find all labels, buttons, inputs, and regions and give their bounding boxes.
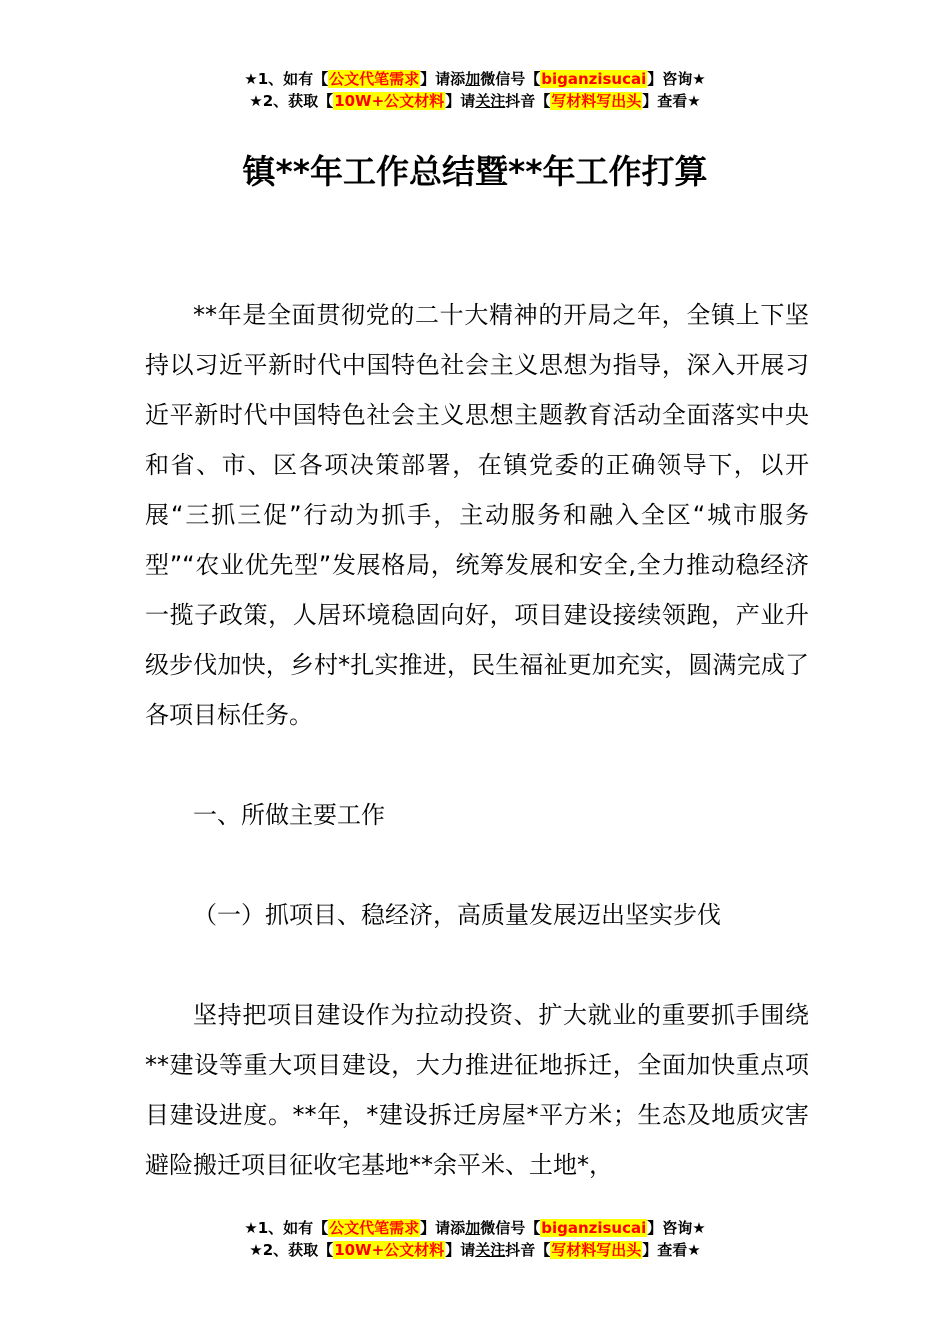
body-paragraph: 坚持把项目建设作为拉动投资、扩大就业的重要抓手围绕**建设等重大项目建设，大力推进征地拆迁，全面加快重点项目建设进度。**年，*建设拆迁房屋*平方米；生态及地质灾害避险搬迁项目征收宅基地**余平米、土地*，	[145, 1001, 809, 1179]
promo-highlight-douyin: 写材料写出头	[551, 1241, 642, 1259]
promo-text: ★2、获取【	[249, 1241, 334, 1259]
promo-text: 】查看★	[642, 1241, 701, 1259]
promo-underline-text: 关注	[475, 1241, 506, 1259]
promo-text: 】请	[445, 92, 476, 110]
promo-text: 微信号【	[480, 1219, 541, 1237]
promo-text: 】查看★	[642, 92, 701, 110]
promo-text: 】请	[445, 1241, 476, 1259]
promo-underline-text: 关注	[475, 92, 506, 110]
promo-text: 】咨询★	[647, 70, 706, 88]
promo-highlight: 10W+公文材料	[334, 1241, 445, 1259]
promo-text: 】请添	[420, 70, 466, 88]
document-title: 镇**年工作总结暨**年工作打算	[242, 152, 708, 191]
promo-text: ★2、获取【	[249, 92, 334, 110]
promo-banner-bottom	[0, 1217, 950, 1261]
subsection-heading: （一）抓项目、稳经济，高质量发展迈出坚实步伐	[193, 901, 721, 929]
promo-banner-top	[0, 68, 950, 112]
promo-text: 抖音【	[505, 1241, 551, 1259]
promo-highlight: 10W+公文材料	[334, 92, 445, 110]
promo-line-2	[0, 1239, 950, 1261]
promo-text: ★1、如有【	[244, 1219, 329, 1237]
promo-text: 抖音【	[505, 92, 551, 110]
promo-underline-text: 加	[465, 70, 481, 88]
promo-text: 】请添	[420, 1219, 466, 1237]
promo-highlight-douyin: 写材料写出头	[551, 92, 642, 110]
document-body	[145, 290, 809, 1190]
intro-paragraph: **年是全面贯彻党的二十大精神的开局之年，全镇上下坚持以习近平新时代中国特色社会主义思想为指导，深入开展习近平新时代中国特色社会主义思想主题教育活动全面落实中央和省、市、区各项决策部署，在镇党委的正确领导下，以开展“三抓三促”行动为抓手，主动服务和融入全区“城市服务型”“农业优先型”发展格局，统筹发展和安全,全力推动稳经济一揽子政策，人居环境稳固向好，项目建设接续领跑，产业升级步伐加快，乡村*扎实推进，民生福祉更加充实，圆满完成了各项目标任务。	[145, 301, 809, 729]
promo-line-2	[0, 90, 950, 112]
promo-highlight: 公文代笔需求	[329, 70, 420, 88]
promo-underline-text: 加	[465, 1219, 481, 1237]
section-heading: 一、所做主要工作	[193, 801, 385, 829]
promo-highlight-wechat-id: biganzisucai	[541, 70, 647, 88]
promo-text: 】咨询★	[647, 1219, 706, 1237]
promo-line-1	[0, 1217, 950, 1239]
promo-line-1	[0, 68, 950, 90]
promo-highlight: 公文代笔需求	[329, 1219, 420, 1237]
promo-text: 微信号【	[480, 70, 541, 88]
promo-text: ★1、如有【	[244, 70, 329, 88]
promo-highlight-wechat-id: biganzisucai	[541, 1219, 647, 1237]
